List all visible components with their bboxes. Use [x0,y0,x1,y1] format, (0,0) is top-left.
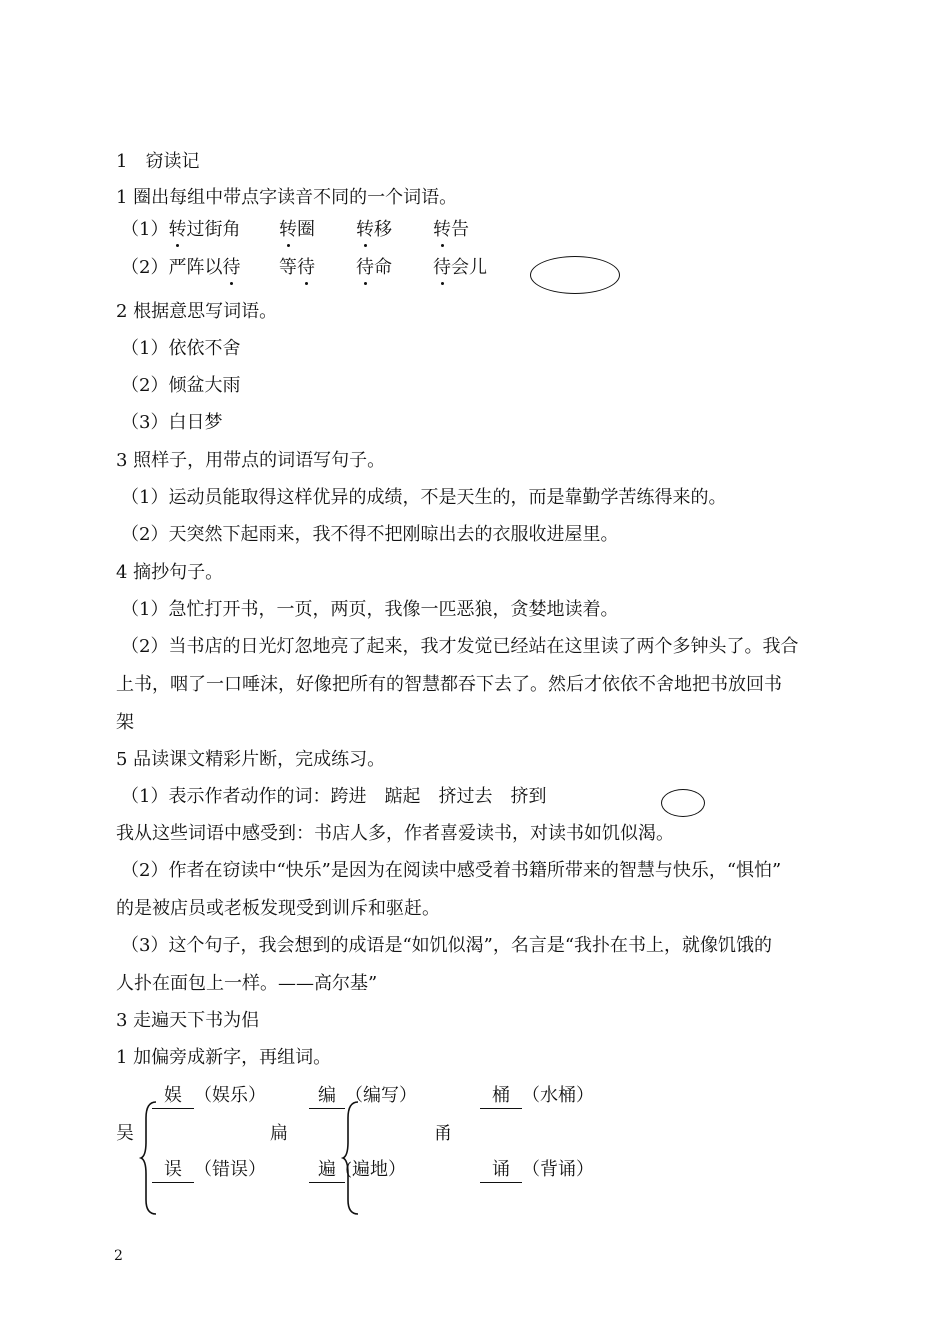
dotted-char: 待 [433,257,451,278]
derived-char-row [309,1158,406,1183]
answer-circle [661,789,705,817]
q5-answer-3-line1: （3）这个句子，我会想到的成语是“如饥似渴”，名言是“我扑在书上，就像饥饿的 [121,935,773,956]
lesson-title: 1 窃读记 [116,151,200,172]
derived-char: 诵 [480,1158,522,1183]
q5-answer-2-line1: （2）作者在窃读中“快乐”是因为在阅读中感受着书籍所带来的智慧与快乐，“惧怕” [121,860,782,881]
dotted-char: 待 [222,257,241,278]
q1-row2-word3: 待命 [356,257,392,278]
q5-answer-1: （1）表示作者动作的词：跨进 踮起 挤过去 挤到 [121,786,547,807]
q1-row1-word2: 转圈 [279,219,315,240]
q4-answer-2-line1: （2）当书店的日光灯忽地亮了起来，我才发觉已经站在这里读了两个多钟头了。我合 [121,636,799,657]
derived-char-row [152,1084,266,1109]
q1-row1-word3: 转移 [356,219,392,240]
word-answer: （娱乐） [194,1085,266,1106]
answer-circle [530,256,620,294]
q3-answer-1: （1）运动员能取得这样优异的成绩，不是天生的，而是靠勤学苦练得来的。 [121,487,727,508]
dotted-char: 转 [433,219,451,240]
derived-char: 编 [309,1084,345,1109]
dotted-char: 转 [168,219,187,240]
q1-row2-word2: 等待 [279,257,315,278]
derived-char-row [309,1084,417,1109]
radical-root: 扁 [270,1123,288,1144]
word-answer: （水桶） [522,1085,594,1106]
q1-row1: （1）转过街角 [121,219,241,240]
q4-answer-2-line3: 架 [116,712,134,733]
q5-answer-1-feeling: 我从这些词语中感受到：书店人多，作者喜爱读书，对读书如饥似渴。 [116,823,674,844]
q1-row2-word4: 待会儿 [433,257,487,278]
q1-row1-word4: 转告 [433,219,469,240]
word-answer: (遍地） [345,1159,407,1180]
word-answer: （编写） [345,1085,417,1106]
page-number: 2 [114,1248,123,1264]
derived-char: 误 [152,1158,194,1183]
q4-answer-1: （1）急忙打开书，一页，两页，我像一匹恶狼，贪婪地读着。 [121,599,619,620]
question-1-title: 1 圈出每组中带点字读音不同的一个词语。 [116,187,458,208]
question-3-title: 3 照样子，用带点的词语写句子。 [116,450,386,471]
q5-answer-3-line2: 人扑在面包上一样。——高尔基” [116,973,378,994]
derived-char: 娱 [152,1084,194,1109]
derived-char: 遍 [309,1158,345,1183]
q1-row2: （2）严阵以待 [121,257,241,278]
q5-answer-2-line2: 的是被店员或老板发现受到训斥和驱赶。 [116,898,440,919]
q3-answer-2: （2）天突然下起雨来，我不得不把刚晾出去的衣服收进屋里。 [121,524,619,545]
lesson-title: 3 走遍天下书为侣 [116,1010,260,1031]
q2-answer-2: （2）倾盆大雨 [121,375,241,396]
q2-answer-3: （3）白日梦 [121,412,223,433]
radical-root: 甬 [434,1123,452,1144]
derived-char-row [152,1158,266,1183]
q2-answer-1: （1）依依不舍 [121,338,241,359]
word-answer: （错误） [194,1159,266,1180]
question-2-title: 2 根据意思写词语。 [116,301,278,322]
derived-char-row [480,1084,594,1109]
dotted-char: 待 [356,257,374,278]
radical-root: 吴 [116,1123,134,1144]
dotted-char: 转 [279,219,297,240]
derived-char: 桶 [480,1084,522,1109]
word-answer: （背诵） [522,1159,594,1180]
derived-char-row [480,1158,594,1183]
question-1-title: 1 加偏旁成新字，再组词。 [116,1047,332,1068]
question-5-title: 5 品读课文精彩片断，完成练习。 [116,749,386,770]
question-4-title: 4 摘抄句子。 [116,562,224,583]
q4-answer-2-line2: 上书，咽了一口唾沫，好像把所有的智慧都吞下去了。然后才依依不舍地把书放回书 [116,674,782,695]
dotted-char: 转 [356,219,374,240]
dotted-char: 待 [297,257,315,278]
